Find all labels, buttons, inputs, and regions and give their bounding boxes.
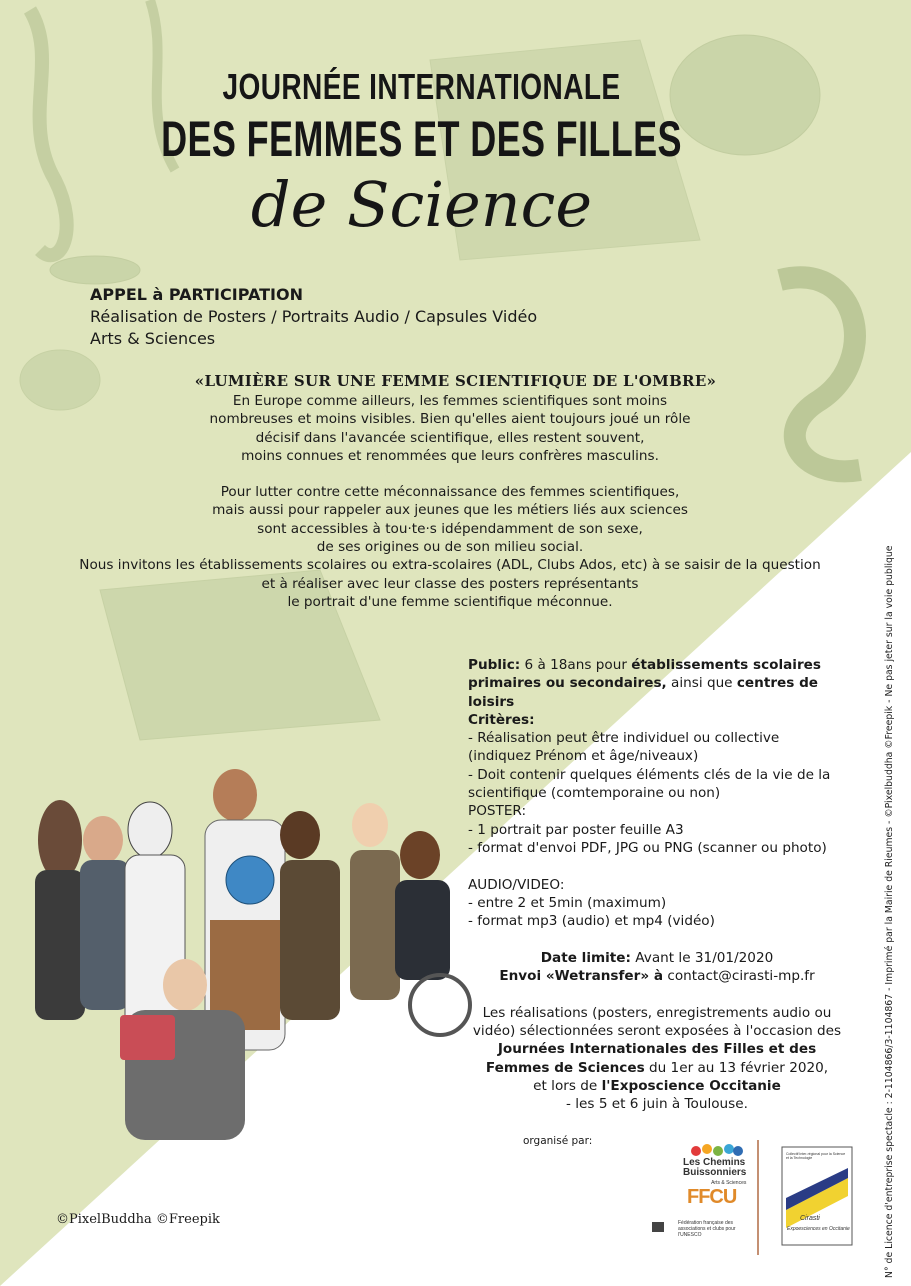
deadline-label: Date limite: — [540, 949, 631, 966]
event-dates: du 1er au 13 février 2020, — [644, 1059, 829, 1076]
event-name: Journées Internationales des Filles et des Femmes de Sciences — [485, 1041, 817, 1076]
poster-label: POSTER: — [468, 803, 527, 820]
logo-text: Buissonniers — [683, 1167, 747, 1178]
call-category: Arts & Sciences — [90, 329, 216, 348]
criteria-item: - Réalisation peut être individuel ou collective (indiquez Prénom et âge/niveaux) — [468, 730, 780, 765]
intro-line: et à réaliser avec leur classe des posters représentants — [261, 575, 639, 592]
public-text: ainsi que — [666, 675, 737, 692]
poster-item: - 1 portrait par poster feuille A3 — [468, 821, 684, 838]
logo-cirasti-top: Collectif Inter-régional pour la Science et la Technologie — [786, 1152, 846, 1160]
intro-line: En Europe comme ailleurs, les femmes scientifiques sont moins — [232, 393, 668, 409]
intro-line: de ses origines ou de son milieu social. — [316, 539, 584, 556]
criteria-item: - Doit contenir quelques éléments clés de la vie de la scientifique (comtemporaine ou non) — [468, 766, 831, 802]
intro-line: mais aussi pour rappeler aux jeunes que les métiers liés aux sciences — [212, 502, 688, 519]
call-heading: APPEL à PARTICIPATION — [90, 285, 303, 304]
logo-cirasti-name: Cirasti — [800, 1215, 820, 1222]
send-to — [468, 967, 846, 985]
logo-text: Les Chemins — [683, 1157, 746, 1168]
intro-line: nombreuses et moins visibles. Bien qu'elles aient toujours joué un rôle — [209, 411, 691, 428]
call-for-participation — [90, 284, 537, 350]
title-line-2: DES FEMMES ET DES FILLES — [161, 111, 682, 167]
closing-line: et lors de — [533, 1077, 602, 1094]
public-text: 6 à 18ans pour — [520, 657, 632, 673]
public-schools: établissements scolaires primaires ou secondaires, — [468, 657, 821, 692]
criteria-label: Critères: — [468, 711, 535, 728]
closing-text — [468, 1004, 846, 1077]
logo-text: Arts & Sciences — [711, 1180, 747, 1186]
intro-text — [60, 392, 840, 611]
intro-line: décisif dans l'avancée scientifique, elles restent souvent, — [255, 429, 645, 446]
intro-line: moins connues et renommées que leurs confrères masculins. — [241, 447, 659, 464]
organiser-label: organisé par: — [523, 1135, 593, 1147]
intro-line: Pour lutter contre cette méconnaissance des femmes scientifiques, — [220, 484, 680, 501]
intro-line: Nous invitons les établissements scolaires ou extra-scolaires (ADL, Clubs Ados, etc) à se saisir de la question — [79, 557, 821, 574]
fish-shape — [50, 256, 140, 284]
deadline-value: Avant le 31/01/2020 — [630, 949, 774, 966]
paragraph-gap — [60, 465, 840, 483]
audio-item: - format mp3 (audio) et mp4 (vidéo) — [468, 913, 715, 930]
logo-cirasti-sub: Expoesciences en Occitanie — [787, 1226, 850, 1232]
public-centres: centres de loisirs — [468, 675, 819, 710]
send-email[interactable]: contact@cirasti-mp.fr — [663, 968, 815, 985]
closing-line: Les réalisations (posters, enregistrements audio ou vidéo) sélectionnées seront exposées à l'occasion des — [472, 1004, 842, 1039]
info-block — [468, 656, 846, 1113]
legal-notice: N° de Licence d'entreprise spectacle : 2-1104866/3-1104867 - Imprimé par la Mairie de Rieumes - ©Pixelbuddha ©Freepik - Ne pas jeter sur la voie publique — [884, 545, 895, 1278]
public-paragraph — [468, 656, 846, 711]
send-label: Envoi «Wetransfer» à — [499, 968, 664, 985]
call-subtitle: Réalisation de Posters / Portraits Audio / Capsules Vidéo — [90, 307, 538, 326]
poster-item: - format d'envoi PDF, JPG ou PNG (scanner ou photo) — [468, 839, 827, 856]
theme-quote: «LUMIÈRE SUR UNE FEMME SCIENTIFIQUE DE L'OMBRE» — [194, 372, 717, 390]
exposcience-name: l'Exposcience Occitanie — [601, 1077, 781, 1094]
audio-item: - entre 2 et 5min (maximum) — [468, 894, 667, 911]
logo-chemins-buissonniers — [683, 1158, 746, 1188]
logo-ffcu: FFCU — [687, 1186, 737, 1208]
title-line-3: de Science — [250, 168, 593, 241]
closing-text-2 — [468, 1077, 846, 1095]
image-credit: ©PixelBuddha ©Freepik — [56, 1212, 220, 1227]
title-line-1: JOURNÉE INTERNATIONALE — [222, 66, 621, 107]
public-label: Public: — [468, 657, 521, 673]
audio-label: AUDIO/VIDEO: — [468, 876, 565, 893]
intro-line: le portrait d'une femme scientifique méconnue. — [287, 593, 613, 610]
logo-ffcu-caption: Fédération française des associations et clubs pour l'UNESCO — [678, 1220, 736, 1238]
deadline — [468, 949, 846, 967]
closing-text-3: - les 5 et 6 juin à Toulouse. — [566, 1096, 748, 1113]
intro-line: sont accessibles à tou·te·s idépendamment de son sexe, — [257, 520, 643, 537]
